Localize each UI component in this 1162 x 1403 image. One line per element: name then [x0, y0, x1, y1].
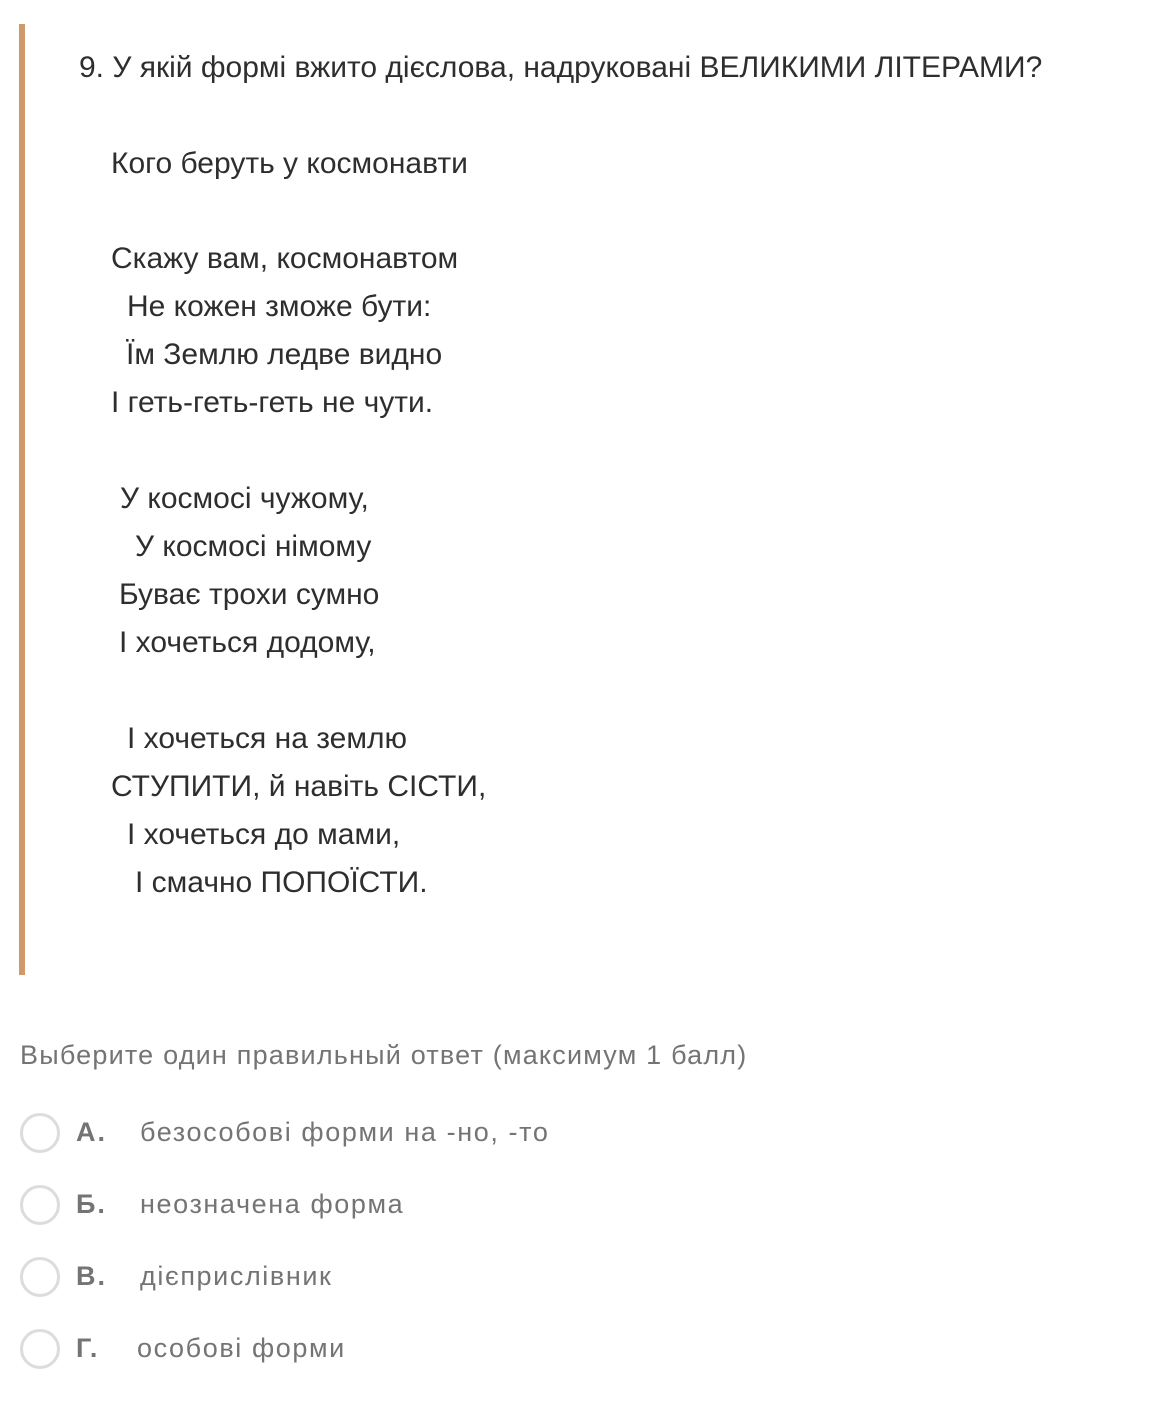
radio-button[interactable]: [20, 1329, 60, 1369]
question-title: 9. У якій формі вжито дієслова, надруковані ВЕЛИКИМИ ЛІТЕРАМИ?: [79, 51, 1043, 84]
option-letter: А.: [76, 1117, 107, 1147]
option-letter: Г.: [76, 1333, 100, 1363]
radio-button[interactable]: [20, 1113, 60, 1153]
poem-line: І хочеться до мами,: [127, 818, 401, 851]
poem-line: Їм Землю ледве видно: [126, 338, 443, 371]
radio-button[interactable]: [20, 1257, 60, 1297]
poem-line: Не кожен зможе бути:: [127, 290, 432, 323]
poem-title: Кого беруть у космонавти: [111, 147, 468, 180]
answer-option-v[interactable]: [20, 1257, 720, 1299]
option-label: неозначена форма: [140, 1189, 405, 1219]
poem-line: І хочеться додому,: [119, 626, 376, 659]
option-label: дієприслівник: [140, 1261, 333, 1291]
option-letter: Б.: [76, 1189, 107, 1219]
poem-line: І смачно ПОПОЇСТИ.: [135, 866, 428, 899]
radio-button[interactable]: [20, 1185, 60, 1225]
poem-line: У космосі чужому,: [120, 482, 369, 515]
option-label: безособові форми на -но, -то: [140, 1117, 550, 1147]
poem-line: У космосі німому: [135, 530, 372, 563]
answer-option-g[interactable]: [20, 1329, 720, 1371]
answer-option-a[interactable]: [20, 1113, 720, 1155]
answer-instruction: Выберите один правильный ответ (максимум 1 балл): [20, 1040, 748, 1070]
poem-line: І хочеться на землю: [127, 722, 407, 755]
poem-line: Скажу вам, космонавтом: [111, 242, 459, 275]
poem-line: І геть-геть-геть не чути.: [111, 386, 434, 419]
option-label: особові форми: [137, 1333, 346, 1363]
poem-line: СТУПИТИ, й навіть СІСТИ,: [111, 770, 487, 803]
answer-option-b[interactable]: [20, 1185, 720, 1227]
option-letter: В.: [76, 1261, 107, 1291]
question-block: [19, 24, 1139, 975]
poem-line: Буває трохи сумно: [119, 578, 380, 611]
